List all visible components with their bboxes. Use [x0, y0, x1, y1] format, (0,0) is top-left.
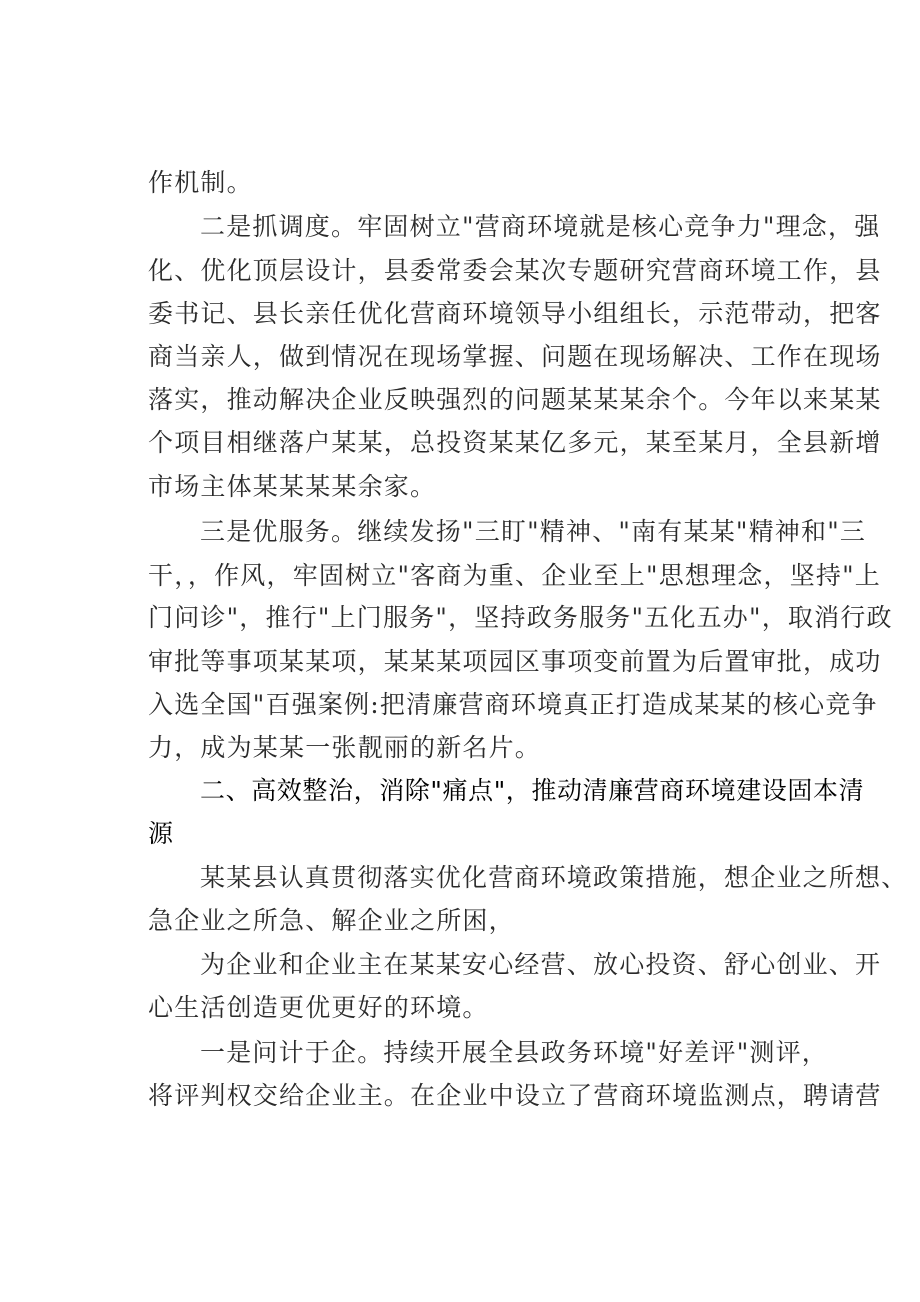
text-line: 干，，作风，牢固树立"客商为重、企业至上"思想理念，坚持"上: [148, 561, 881, 590]
text-line: 审批等事项某某项，某某某项园区事项变前置为后置审批，成功: [148, 647, 882, 676]
text-line: 心生活创造更优更好的环境。: [148, 993, 489, 1022]
paragraph-first-line: 三是优服务。继续发扬"三盯"精神、"南有某某"精神和"三: [200, 517, 867, 546]
paragraph-first-line: 为企业和企业主在某某安心经营、放心投资、舒心创业、开: [200, 950, 882, 979]
paragraph-first-line: 二是抓调度。牢固树立"营商环境就是核心竞争力"理念，强: [200, 212, 881, 241]
text-line: 化、优化顶层设计，县委常委会某次专题研究营商环境工作，县: [148, 256, 882, 285]
text-line: 门问诊"，推行"上门服务"，坚持政务服务"五化五办"，取消行政: [148, 603, 893, 632]
text-line: 急企业之所急、解企业之所困，: [148, 906, 515, 935]
text-line: 将评判权交给企业主。在企业中设立了营商环境监测点，聘请营: [148, 1081, 882, 1110]
paragraph-first-line: 某某县认真贯彻落实优化营商环境政策措施，想企业之所想、: [200, 863, 908, 892]
section-heading-continuation: 源: [148, 819, 174, 848]
text-line: 作机制。: [148, 168, 253, 197]
text-line: 力，成为某某一张靓丽的新名片。: [148, 733, 542, 762]
paragraph-first-line: 一是问计于企。持续开展全县政务环境"好差评"测评，: [200, 1038, 829, 1067]
text-line: 委书记、县长亲任优化营商环境领导小组组长，示范带动，把客: [148, 299, 882, 328]
section-heading: 二、高效整治，消除"痛点"，推动清廉营商环境建设固本清: [200, 776, 865, 805]
text-line: 落实，推动解决企业反映强烈的问题某某某余个。今年以来某某: [148, 385, 882, 414]
text-line: 个项目相继落户某某，总投资某某亿多元，某至某月，全县新增: [148, 428, 882, 457]
text-line: 商当亲人，做到情况在现场掌握、问题在现场解决、工作在现场: [148, 342, 882, 371]
text-line: 入选全国"百强案例:把清廉营商环境真正打造成某某的核心竞争: [148, 690, 878, 719]
text-line: 市场主体某某某某余家。: [148, 472, 437, 501]
